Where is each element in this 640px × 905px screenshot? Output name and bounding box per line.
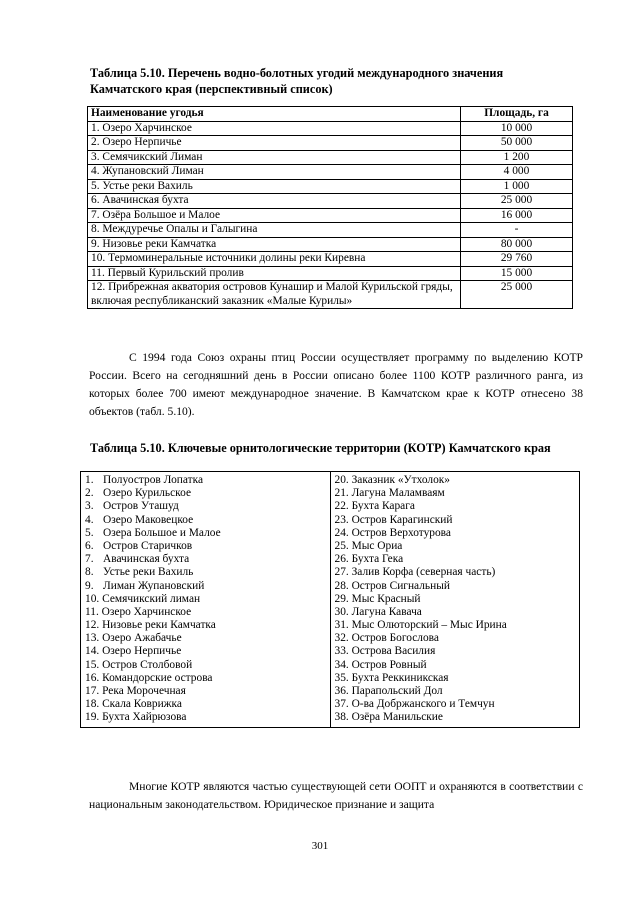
list-item	[85, 698, 326, 711]
list-item-label: Авачинская бухта	[103, 553, 190, 566]
list-item-number: 3.	[85, 500, 94, 513]
list-item-label: 18. Скала Коврижка	[85, 698, 182, 711]
cell-area: 25 000	[461, 281, 573, 309]
cell-name: 9. Низовье реки Камчатка	[88, 237, 461, 252]
list-item-label: Устье реки Вахиль	[103, 566, 194, 579]
list-item	[85, 474, 326, 487]
list-item-label: 10. Семячикский лиман	[85, 592, 201, 605]
list-item-label: 12. Низовье реки Камчатка	[85, 619, 216, 632]
list-item	[85, 645, 326, 658]
table-row	[88, 208, 573, 223]
cell-area: -	[461, 223, 573, 238]
table2-caption: Таблица 5.10. Ключевые орнитологические территории (КОТР) Камчатского края	[90, 441, 551, 455]
list-item	[85, 566, 326, 579]
cell-area: 1 200	[461, 150, 573, 165]
table1-caption-line1: Таблица 5.10. Перечень водно-болотных угодий международного значения	[90, 66, 504, 80]
table-row	[88, 194, 573, 209]
list-item-label: 16. Командорские острова	[85, 671, 213, 684]
cell-area: 15 000	[461, 266, 573, 281]
cell-area: 1 000	[461, 179, 573, 194]
list-item-number: 8.	[85, 566, 94, 579]
table-row	[88, 281, 573, 309]
table-row	[88, 179, 573, 194]
list-item-label: 17. Река Морочечная	[85, 685, 186, 697]
kotr-right-column	[330, 472, 580, 728]
table-row	[88, 252, 573, 267]
cell-area: 25 000	[461, 194, 573, 209]
list-item: 32. Остров Богослова	[334, 632, 439, 645]
list-item: 27. Залив Корфа (северная часть)	[334, 566, 496, 579]
list-item: 35. Бухта Реккиникская	[334, 671, 449, 684]
cell-name: 10. Термоминеральные источники долины реки Киревна	[88, 252, 461, 267]
table-row	[88, 223, 573, 238]
table1-caption	[90, 65, 580, 97]
list-item-number: 2.	[85, 487, 94, 500]
kotr-table-row	[81, 472, 580, 728]
paragraph-text: Многие КОТР являются частью существующей сети ООПТ и охраняются в соответствии с национальным законодательством. Юридическое признание и защита	[89, 780, 583, 811]
column-header-area: Площадь, га	[461, 107, 573, 122]
list-item	[85, 540, 326, 553]
paragraph-text: С 1994 года Союз охраны птиц России осуществляет программу по выделению КОТР России. Всего на сегодняшний день в России описано более 1100 КОТР различного ранга, из которых более 700 имеют международное значение. В Камчатском крае к КОТР отнесено 38 объектов (табл. 5.10).	[89, 351, 583, 418]
list-item-number: 6.	[85, 539, 94, 552]
list-item-label: Озеро Маковецкое	[103, 513, 194, 526]
list-item-number: 5.	[85, 526, 94, 539]
list-item: 25. Мыс Ориа	[334, 539, 403, 552]
list-item	[85, 606, 326, 619]
list-item	[85, 711, 326, 724]
list-item-label: 19. Бухта Хайрюзова	[85, 711, 187, 724]
list-item-label: Полуостров Лопатка	[103, 474, 204, 486]
table1-caption-line2: Камчатского края (перспективный список)	[90, 82, 333, 96]
cell-name: 2. Озеро Нерпичье	[88, 136, 461, 151]
table-row	[88, 150, 573, 165]
cell-name: 1. Озеро Харчинское	[88, 121, 461, 136]
cell-area: 29 760	[461, 252, 573, 267]
cell-name: 3. Семячикский Лиман	[88, 150, 461, 165]
paragraph-kotr-intro	[89, 349, 583, 421]
wetlands-table	[87, 106, 573, 309]
cell-area: 80 000	[461, 237, 573, 252]
list-item: 21. Лагуна Маламваям	[334, 487, 445, 500]
table-row	[88, 237, 573, 252]
list-item	[85, 500, 326, 513]
cell-name: 8. Междуречье Опалы и Галыгина	[88, 223, 461, 238]
cell-area: 16 000	[461, 208, 573, 223]
list-item: 37. О-ва Добржанского и Темчун	[334, 698, 495, 711]
page-number: 301	[311, 840, 329, 852]
list-item-number: 9.	[85, 579, 94, 592]
list-item-label: 15. Остров Столбовой	[85, 658, 193, 671]
list-item: 26. Бухта Гека	[334, 553, 404, 566]
list-item	[85, 580, 326, 593]
list-item: 34. Остров Ровный	[334, 658, 427, 671]
list-item: 36. Парапольский Дол	[334, 685, 443, 697]
cell-name: 12. Прибрежная акватория островов Кунашир и Малой Курильской гряды, включая республиканский заказник «Малые Курилы»	[88, 281, 461, 309]
list-item: 29. Мыс Красный	[334, 592, 421, 605]
list-item-label: 11. Озеро Харчинское	[85, 605, 192, 618]
list-item	[85, 619, 326, 632]
list-item	[85, 659, 326, 672]
list-item	[85, 632, 326, 645]
table-header-row	[88, 107, 573, 122]
kotr-left-column	[81, 472, 331, 728]
table-row	[88, 266, 573, 281]
list-item	[85, 593, 326, 606]
list-item: 38. Озёра Манильские	[334, 711, 443, 724]
paragraph-protection	[89, 778, 583, 814]
list-item-label: 13. Озеро Ажабачье	[85, 632, 182, 645]
list-item	[85, 553, 326, 566]
list-item-label: 14. Озеро Нерпичье	[85, 645, 182, 658]
list-item-label: Лиман Жупановский	[103, 579, 205, 592]
column-header-name: Наименование угодья	[88, 107, 461, 122]
list-item-label: Озеро Курильское	[103, 487, 192, 500]
cell-area: 4 000	[461, 165, 573, 180]
list-item-label: Остров Уташуд	[103, 500, 179, 513]
list-item	[85, 487, 326, 500]
cell-name: 4. Жупановский Лиман	[88, 165, 461, 180]
list-item-number: 4.	[85, 513, 94, 526]
list-item-number: 1.	[85, 474, 94, 486]
list-item: 20. Заказник «Утхолок»	[334, 474, 450, 486]
table-row	[88, 136, 573, 151]
list-item	[85, 527, 326, 540]
list-item: 23. Остров Карагинский	[334, 513, 453, 526]
list-item: 33. Острова Василия	[334, 645, 436, 658]
cell-name: 11. Первый Курильский пролив	[88, 266, 461, 281]
list-item: 31. Мыс Олюторский – Мыс Ирина	[334, 619, 507, 632]
list-item	[85, 685, 326, 698]
list-item: 30. Лагуна Кавача	[334, 605, 422, 618]
table-row	[88, 121, 573, 136]
list-item	[85, 672, 326, 685]
kotr-table	[80, 471, 580, 728]
cell-area: 50 000	[461, 136, 573, 151]
list-item: 28. Остров Сигнальный	[334, 579, 450, 592]
list-item-number: 7.	[85, 553, 94, 566]
cell-name: 6. Авачинская бухта	[88, 194, 461, 209]
cell-area: 10 000	[461, 121, 573, 136]
list-item-label: Остров Старичков	[103, 539, 193, 552]
table-row	[88, 165, 573, 180]
list-item: 22. Бухта Карага	[334, 500, 415, 513]
list-item: 24. Остров Верхотурова	[334, 526, 451, 539]
cell-name: 5. Устье реки Вахиль	[88, 179, 461, 194]
cell-name: 7. Озёра Большое и Малое	[88, 208, 461, 223]
list-item-label: Озера Большое и Малое	[103, 526, 221, 539]
list-item	[85, 514, 326, 527]
